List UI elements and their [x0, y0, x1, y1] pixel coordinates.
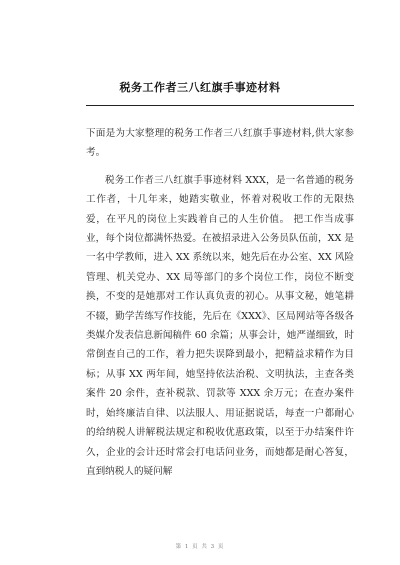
title-divider	[86, 105, 354, 106]
document-body	[86, 124, 354, 481]
main-paragraph: 税务工作者三八红旗手事迹材料 XXX，是一名普通的税务工作者，十几年来，她踏实敬业，怀着对税收工作的无限热爱，在平凡的岗位上实践着自己的人生价值。 把工作当成事业，每个岗位都满怀热爱。在被招录进入公务员队伍前，XX 是一名中学教师，进入 XX 系统以来，她先后在办公室、XX 风险管理、机关党办、XX 局等部门的多个岗位工作，岗位不断变换，不变的是她那对工作认真负责的初心。从事文秘，她笔耕不辍，勤学苦练写作技能，先后在《XXX》、区局网站等各级各类媒介发表信息新闻稿件 60 余篇；从事会计，她严谨细致，时常倒查自己的工作，着力把失误降到最小，把精益求精作为目标；从事 XX 两年间，她坚持依法治税、文明执法，主查各类案件 20 余件，查补税款、罚款等 XXX 余万元；在查办案件时，始终廉洁自律、以法服人、用证据说话，每查一户都耐心的给纳税人讲解税法规定和税收优惠政策，以至于办结案件许久，企业的会计还时常会打电话问业务，而她都是耐心答复，直到纳税人的疑问解	[86, 174, 354, 477]
document-title: 税务工作者三八红旗手事迹材料	[119, 81, 281, 94]
page-number: 第 1 页 共 3 页	[175, 544, 225, 550]
intro-paragraph: 下面是为大家整理的税务工作者三八红旗手事迹材料,供大家参考。	[86, 128, 354, 159]
